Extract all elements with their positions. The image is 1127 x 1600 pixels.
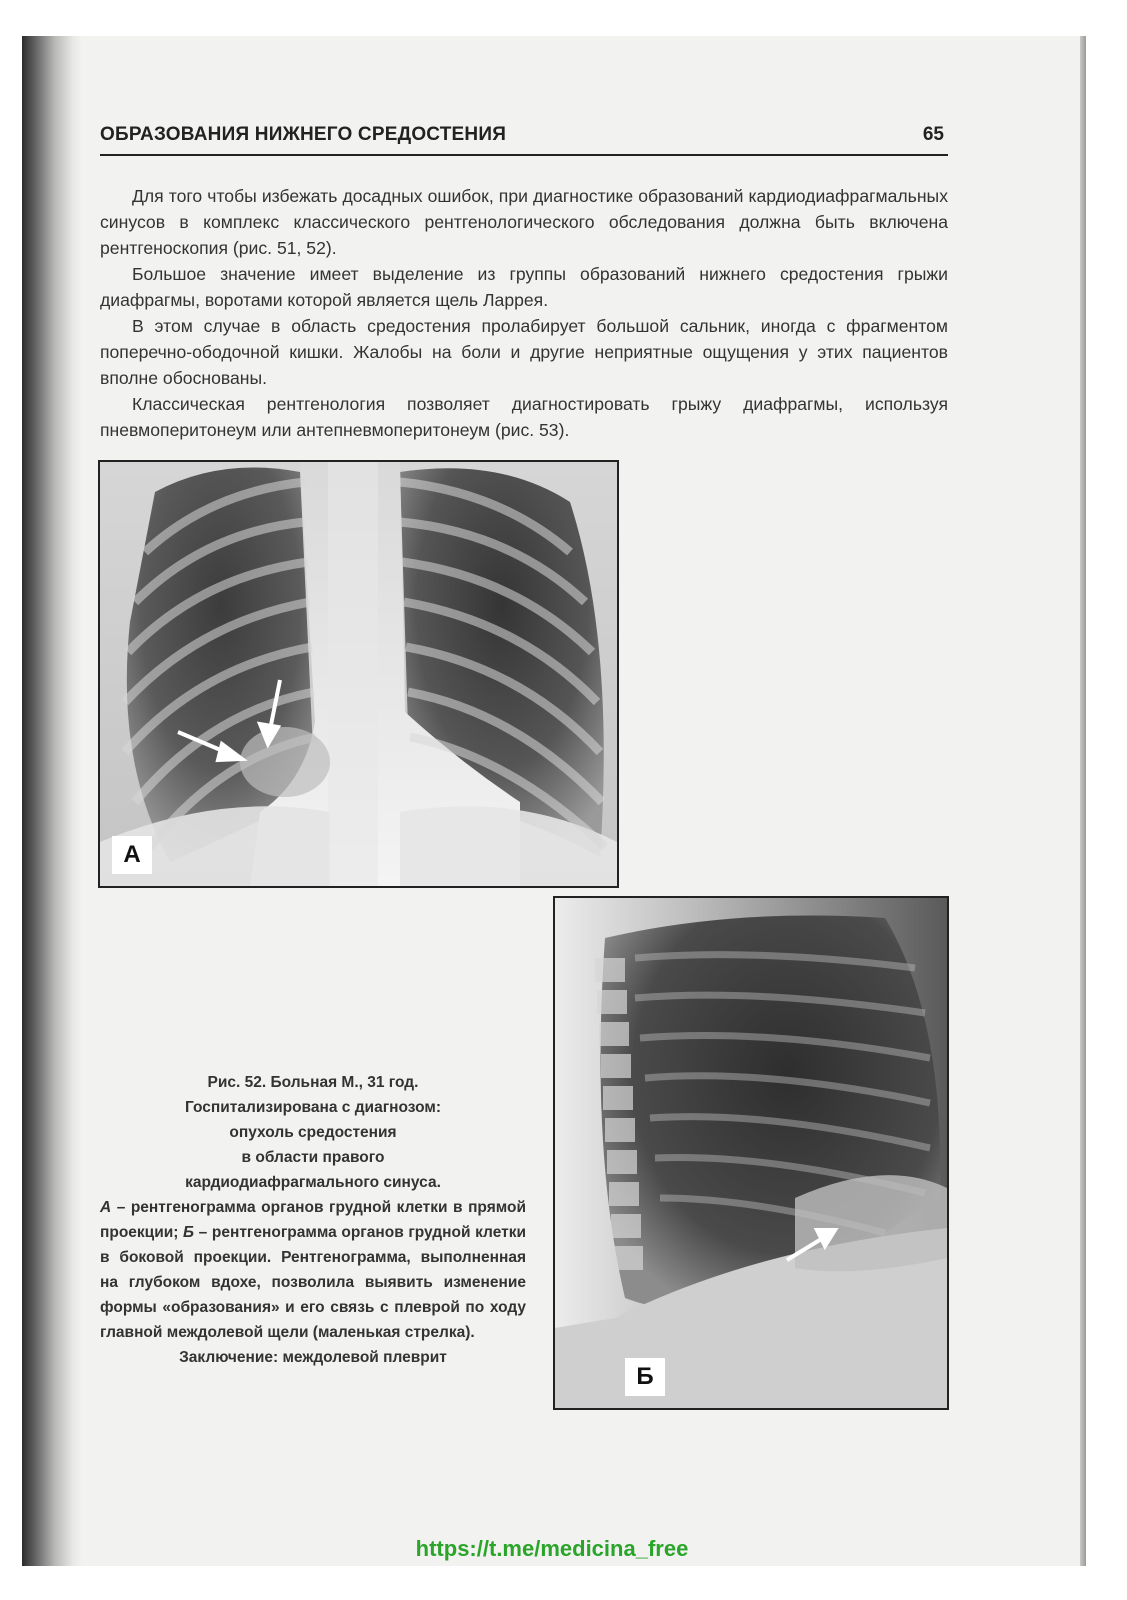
paragraph: Классическая рентгенология позволяет диагностировать грыжу диафрагмы, используя пневмоперитонеум или антепневмоперитонеум (рис. 53). (100, 394, 948, 440)
caption-line: в области правого (241, 1149, 385, 1166)
xray-lateral-figure (553, 896, 949, 1410)
caption-marker-b: Б (183, 1224, 195, 1241)
figure-caption (100, 1070, 526, 1370)
caption-line: Рис. 52. Больная М., 31 год. (207, 1074, 419, 1091)
paragraph: В этом случае в область средостения пролабирует большой сальник, иногда с фрагментом поперечно-ободочной кишки. Жалобы на боли и другие неприятные ощущения у этих пациентов вполне обоснованы. (100, 316, 948, 388)
caption-marker-a: А (100, 1199, 112, 1216)
caption-line: кардиодиафрагмального синуса. (185, 1174, 441, 1191)
chapter-title: ОБРАЗОВАНИЯ НИЖНЕГО СРЕДОСТЕНИЯ (100, 124, 507, 145)
xray-frontal-image (100, 462, 617, 886)
body-text (100, 183, 948, 443)
footer-link[interactable]: https://t.me/medicina_free (415, 1536, 689, 1561)
caption-conclusion: Заключение: междолевой плеврит (179, 1349, 447, 1366)
running-header (100, 124, 948, 156)
page-number: 65 (922, 124, 944, 145)
figure-label-b: Б (625, 1358, 665, 1396)
caption-text-b: – рентгенограмма органов грудной клетки в боковой проекции. Рентгенограмма, выполненная на глубоком вдохе, позволила выявить изменение формы «образования» и его связь с плеврой по ходу главной междолевой щели (маленькая стрелка). (100, 1224, 526, 1341)
page-edge-shadow (1080, 36, 1086, 1566)
caption-description (100, 1195, 526, 1345)
spine-shadow (22, 36, 82, 1566)
caption-line: Госпитализирована с диагнозом: (185, 1099, 441, 1116)
paragraph: Большое значение имеет выделение из группы образований нижнего средостения грыжи диафрагмы, воротами которой является щель Ларрея. (100, 264, 948, 310)
caption-text-a: – рентгенограмма органов грудной клетки в прямой проекции; (100, 1199, 526, 1241)
figure-label-a: А (112, 836, 152, 874)
paragraph: Для того чтобы избежать досадных ошибок, при диагностике образований кардиодиафрагмальных синусов в комплекс классического рентгенологического обследования должна быть включена рентгеноскопия (рис. 51, 52). (100, 186, 948, 258)
xray-frontal-figure (98, 460, 619, 888)
caption-line: опухоль средостения (229, 1124, 397, 1141)
xray-lateral-image (555, 898, 947, 1408)
